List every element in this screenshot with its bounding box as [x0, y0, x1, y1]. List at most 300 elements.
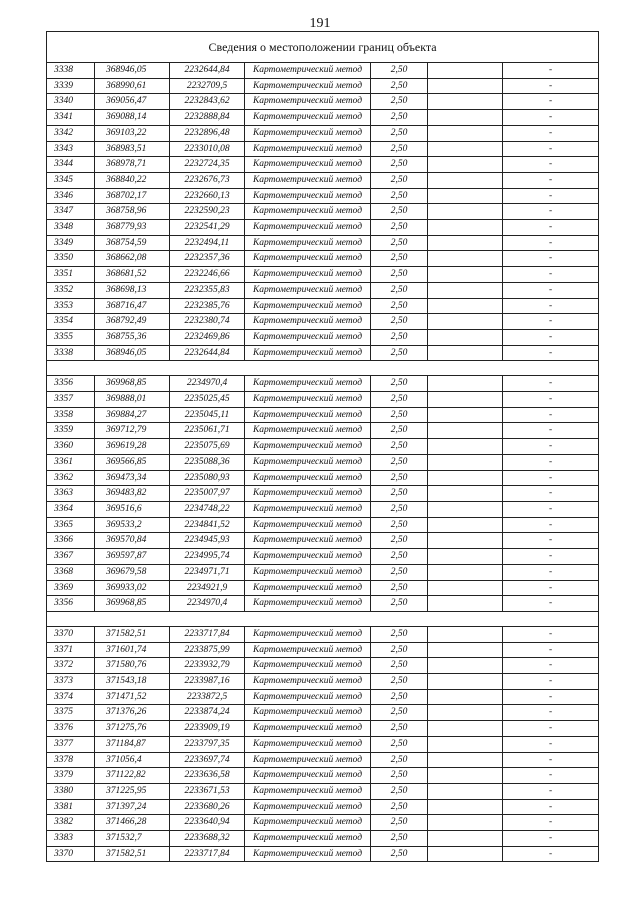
- accuracy-value: 2,50: [371, 63, 428, 79]
- y-coordinate: 2234970,4: [170, 376, 245, 392]
- table-row: [47, 407, 599, 423]
- extra-value: [428, 204, 503, 220]
- method-description: Картометрический метод: [245, 345, 371, 361]
- point-number: 3365: [47, 517, 95, 533]
- extra-value: [428, 251, 503, 267]
- accuracy-value: 2,50: [371, 407, 428, 423]
- accuracy-value: 2,50: [371, 768, 428, 784]
- table-row: [47, 392, 599, 408]
- table-row: [47, 63, 599, 79]
- accuracy-value: 2,50: [371, 110, 428, 126]
- table-row: [47, 235, 599, 251]
- note-value: -: [503, 674, 599, 690]
- note-value: -: [503, 251, 599, 267]
- point-number: 3382: [47, 815, 95, 831]
- y-coordinate: 2233636,58: [170, 768, 245, 784]
- y-coordinate: 2234945,93: [170, 533, 245, 549]
- method-description: Картометрический метод: [245, 549, 371, 565]
- extra-value: [428, 235, 503, 251]
- accuracy-value: 2,50: [371, 549, 428, 565]
- extra-value: [428, 172, 503, 188]
- accuracy-value: 2,50: [371, 752, 428, 768]
- note-value: -: [503, 486, 599, 502]
- method-description: Картометрический метод: [245, 626, 371, 642]
- x-coordinate: 369619,28: [95, 439, 170, 455]
- accuracy-value: 2,50: [371, 392, 428, 408]
- extra-value: [428, 454, 503, 470]
- y-coordinate: 2233010,08: [170, 141, 245, 157]
- point-number: 3359: [47, 423, 95, 439]
- table-row: [47, 314, 599, 330]
- y-coordinate: 2232590,23: [170, 204, 245, 220]
- note-value: -: [503, 220, 599, 236]
- y-coordinate: 2232541,29: [170, 220, 245, 236]
- table-row: [47, 439, 599, 455]
- table-row: [47, 220, 599, 236]
- y-coordinate: 2234748,22: [170, 501, 245, 517]
- y-coordinate: 2232709,5: [170, 78, 245, 94]
- extra-value: [428, 470, 503, 486]
- point-number: 3356: [47, 596, 95, 612]
- group-separator-row: [47, 611, 599, 626]
- x-coordinate: 371056,4: [95, 752, 170, 768]
- extra-value: [428, 407, 503, 423]
- method-description: Картометрический метод: [245, 564, 371, 580]
- y-coordinate: 2235025,45: [170, 392, 245, 408]
- note-value: -: [503, 314, 599, 330]
- y-coordinate: 2233697,74: [170, 752, 245, 768]
- note-value: -: [503, 580, 599, 596]
- x-coordinate: 369566,85: [95, 454, 170, 470]
- y-coordinate: 2233872,5: [170, 689, 245, 705]
- point-number: 3377: [47, 736, 95, 752]
- x-coordinate: 369884,27: [95, 407, 170, 423]
- method-description: Картометрический метод: [245, 705, 371, 721]
- note-value: -: [503, 407, 599, 423]
- y-coordinate: 2232246,66: [170, 267, 245, 283]
- note-value: -: [503, 831, 599, 847]
- method-description: Картометрический метод: [245, 157, 371, 173]
- table-row: [47, 329, 599, 345]
- accuracy-value: 2,50: [371, 486, 428, 502]
- x-coordinate: 369473,34: [95, 470, 170, 486]
- note-value: -: [503, 392, 599, 408]
- extra-value: [428, 94, 503, 110]
- x-coordinate: 368754,59: [95, 235, 170, 251]
- point-number: 3357: [47, 392, 95, 408]
- x-coordinate: 368978,71: [95, 157, 170, 173]
- x-coordinate: 369533,2: [95, 517, 170, 533]
- y-coordinate: 2232843,62: [170, 94, 245, 110]
- method-description: Картометрический метод: [245, 94, 371, 110]
- note-value: -: [503, 626, 599, 642]
- x-coordinate: 369516,6: [95, 501, 170, 517]
- point-number: 3352: [47, 282, 95, 298]
- accuracy-value: 2,50: [371, 674, 428, 690]
- accuracy-value: 2,50: [371, 141, 428, 157]
- extra-value: [428, 298, 503, 314]
- y-coordinate: 2233874,24: [170, 705, 245, 721]
- table-row: [47, 736, 599, 752]
- note-value: -: [503, 63, 599, 79]
- note-value: -: [503, 454, 599, 470]
- point-number: 3362: [47, 470, 95, 486]
- table-row: [47, 298, 599, 314]
- y-coordinate: 2235080,93: [170, 470, 245, 486]
- note-value: -: [503, 376, 599, 392]
- table-row: [47, 204, 599, 220]
- note-value: -: [503, 204, 599, 220]
- point-number: 3376: [47, 721, 95, 737]
- extra-value: [428, 626, 503, 642]
- note-value: -: [503, 125, 599, 141]
- method-description: Картометрический метод: [245, 314, 371, 330]
- method-description: Картометрический метод: [245, 220, 371, 236]
- point-number: 3351: [47, 267, 95, 283]
- x-coordinate: 368946,05: [95, 345, 170, 361]
- y-coordinate: 2233797,35: [170, 736, 245, 752]
- method-description: Картометрический метод: [245, 251, 371, 267]
- y-coordinate: 2232357,36: [170, 251, 245, 267]
- x-coordinate: 371376,26: [95, 705, 170, 721]
- point-number: 3373: [47, 674, 95, 690]
- extra-value: [428, 78, 503, 94]
- point-number: 3353: [47, 298, 95, 314]
- note-value: -: [503, 282, 599, 298]
- extra-value: [428, 815, 503, 831]
- note-value: -: [503, 423, 599, 439]
- x-coordinate: 368662,08: [95, 251, 170, 267]
- point-number: 3355: [47, 329, 95, 345]
- note-value: -: [503, 783, 599, 799]
- extra-value: [428, 705, 503, 721]
- accuracy-value: 2,50: [371, 157, 428, 173]
- table-row: [47, 549, 599, 565]
- y-coordinate: 2233717,84: [170, 846, 245, 862]
- y-coordinate: 2232660,13: [170, 188, 245, 204]
- accuracy-value: 2,50: [371, 689, 428, 705]
- y-coordinate: 2233671,53: [170, 783, 245, 799]
- extra-value: [428, 345, 503, 361]
- table-row: [47, 533, 599, 549]
- table-row: [47, 517, 599, 533]
- extra-value: [428, 674, 503, 690]
- note-value: -: [503, 94, 599, 110]
- extra-value: [428, 188, 503, 204]
- x-coordinate: 368755,36: [95, 329, 170, 345]
- method-description: Картометрический метод: [245, 783, 371, 799]
- note-value: -: [503, 329, 599, 345]
- accuracy-value: 2,50: [371, 705, 428, 721]
- point-number: 3364: [47, 501, 95, 517]
- table-row: [47, 267, 599, 283]
- extra-value: [428, 141, 503, 157]
- x-coordinate: 368698,13: [95, 282, 170, 298]
- note-value: -: [503, 470, 599, 486]
- note-value: -: [503, 721, 599, 737]
- point-number: 3343: [47, 141, 95, 157]
- note-value: -: [503, 768, 599, 784]
- note-value: -: [503, 596, 599, 612]
- method-description: Картометрический метод: [245, 329, 371, 345]
- table-row: [47, 251, 599, 267]
- note-value: -: [503, 705, 599, 721]
- extra-value: [428, 329, 503, 345]
- y-coordinate: 2235061,71: [170, 423, 245, 439]
- method-description: Картометрический метод: [245, 846, 371, 862]
- point-number: 3338: [47, 345, 95, 361]
- table-row: [47, 799, 599, 815]
- boundary-table: [46, 31, 599, 862]
- point-number: 3350: [47, 251, 95, 267]
- accuracy-value: 2,50: [371, 267, 428, 283]
- accuracy-value: 2,50: [371, 533, 428, 549]
- extra-value: [428, 721, 503, 737]
- table-row: [47, 78, 599, 94]
- accuracy-value: 2,50: [371, 376, 428, 392]
- table-row: [47, 689, 599, 705]
- y-coordinate: 2232896,48: [170, 125, 245, 141]
- x-coordinate: 371580,76: [95, 658, 170, 674]
- x-coordinate: 371122,82: [95, 768, 170, 784]
- point-number: 3383: [47, 831, 95, 847]
- accuracy-value: 2,50: [371, 314, 428, 330]
- x-coordinate: 368716,47: [95, 298, 170, 314]
- note-value: -: [503, 799, 599, 815]
- x-coordinate: 369712,79: [95, 423, 170, 439]
- x-coordinate: 371184,87: [95, 736, 170, 752]
- extra-value: [428, 423, 503, 439]
- extra-value: [428, 596, 503, 612]
- accuracy-value: 2,50: [371, 172, 428, 188]
- method-description: Картометрический метод: [245, 501, 371, 517]
- method-description: Картометрический метод: [245, 125, 371, 141]
- method-description: Картометрический метод: [245, 517, 371, 533]
- point-number: 3338: [47, 63, 95, 79]
- x-coordinate: 369597,87: [95, 549, 170, 565]
- table-row: [47, 125, 599, 141]
- table-row: [47, 470, 599, 486]
- table-row: [47, 141, 599, 157]
- table-row: [47, 752, 599, 768]
- point-number: 3345: [47, 172, 95, 188]
- x-coordinate: 371601,74: [95, 642, 170, 658]
- note-value: -: [503, 298, 599, 314]
- point-number: 3363: [47, 486, 95, 502]
- x-coordinate: 369570,84: [95, 533, 170, 549]
- accuracy-value: 2,50: [371, 439, 428, 455]
- y-coordinate: 2233932,79: [170, 658, 245, 674]
- y-coordinate: 2232644,84: [170, 345, 245, 361]
- x-coordinate: 371275,76: [95, 721, 170, 737]
- x-coordinate: 369933,02: [95, 580, 170, 596]
- extra-value: [428, 783, 503, 799]
- note-value: -: [503, 267, 599, 283]
- extra-value: [428, 110, 503, 126]
- accuracy-value: 2,50: [371, 188, 428, 204]
- table-row: [47, 815, 599, 831]
- point-number: 3341: [47, 110, 95, 126]
- table-row: [47, 501, 599, 517]
- method-description: Картометрический метод: [245, 392, 371, 408]
- x-coordinate: 369968,85: [95, 376, 170, 392]
- accuracy-value: 2,50: [371, 329, 428, 345]
- point-number: 3358: [47, 407, 95, 423]
- x-coordinate: 369483,82: [95, 486, 170, 502]
- y-coordinate: 2235075,69: [170, 439, 245, 455]
- x-coordinate: 368779,93: [95, 220, 170, 236]
- point-number: 3366: [47, 533, 95, 549]
- extra-value: [428, 752, 503, 768]
- table-row: [47, 110, 599, 126]
- x-coordinate: 371582,51: [95, 846, 170, 862]
- accuracy-value: 2,50: [371, 423, 428, 439]
- method-description: Картометрический метод: [245, 596, 371, 612]
- method-description: Картометрический метод: [245, 580, 371, 596]
- x-coordinate: 368702,17: [95, 188, 170, 204]
- y-coordinate: 2232724,35: [170, 157, 245, 173]
- table-row: [47, 783, 599, 799]
- point-number: 3368: [47, 564, 95, 580]
- point-number: 3370: [47, 846, 95, 862]
- x-coordinate: 368681,52: [95, 267, 170, 283]
- x-coordinate: 371397,24: [95, 799, 170, 815]
- x-coordinate: 369088,14: [95, 110, 170, 126]
- table-row: [47, 596, 599, 612]
- method-description: Картометрический метод: [245, 454, 371, 470]
- extra-value: [428, 642, 503, 658]
- accuracy-value: 2,50: [371, 736, 428, 752]
- note-value: -: [503, 141, 599, 157]
- note-value: -: [503, 110, 599, 126]
- method-description: Картометрический метод: [245, 486, 371, 502]
- accuracy-value: 2,50: [371, 235, 428, 251]
- x-coordinate: 368990,61: [95, 78, 170, 94]
- note-value: -: [503, 752, 599, 768]
- x-coordinate: 369679,58: [95, 564, 170, 580]
- note-value: -: [503, 846, 599, 862]
- note-value: -: [503, 642, 599, 658]
- method-description: Картометрический метод: [245, 752, 371, 768]
- x-coordinate: 371225,95: [95, 783, 170, 799]
- table-row: [47, 768, 599, 784]
- x-coordinate: 371543,18: [95, 674, 170, 690]
- accuracy-value: 2,50: [371, 501, 428, 517]
- extra-value: [428, 658, 503, 674]
- extra-value: [428, 517, 503, 533]
- table-row: [47, 486, 599, 502]
- y-coordinate: 2232355,83: [170, 282, 245, 298]
- extra-value: [428, 125, 503, 141]
- method-description: Картометрический метод: [245, 689, 371, 705]
- accuracy-value: 2,50: [371, 94, 428, 110]
- table-row: [47, 674, 599, 690]
- point-number: 3371: [47, 642, 95, 658]
- table-row: [47, 831, 599, 847]
- x-coordinate: 369103,22: [95, 125, 170, 141]
- y-coordinate: 2235088,36: [170, 454, 245, 470]
- method-description: Картометрический метод: [245, 204, 371, 220]
- note-value: -: [503, 78, 599, 94]
- method-description: Картометрический метод: [245, 642, 371, 658]
- method-description: Картометрический метод: [245, 799, 371, 815]
- accuracy-value: 2,50: [371, 454, 428, 470]
- note-value: -: [503, 188, 599, 204]
- x-coordinate: 368946,05: [95, 63, 170, 79]
- note-value: -: [503, 689, 599, 705]
- extra-value: [428, 63, 503, 79]
- y-coordinate: 2235045,11: [170, 407, 245, 423]
- table-row: [47, 423, 599, 439]
- accuracy-value: 2,50: [371, 815, 428, 831]
- note-value: -: [503, 564, 599, 580]
- method-description: Картометрический метод: [245, 768, 371, 784]
- x-coordinate: 371532,7: [95, 831, 170, 847]
- note-value: -: [503, 658, 599, 674]
- point-number: 3380: [47, 783, 95, 799]
- table-row: [47, 157, 599, 173]
- extra-value: [428, 689, 503, 705]
- table-row: [47, 580, 599, 596]
- table-row: [47, 345, 599, 361]
- group-separator-cell: [47, 611, 599, 626]
- accuracy-value: 2,50: [371, 517, 428, 533]
- table-row: [47, 642, 599, 658]
- y-coordinate: 2234921,9: [170, 580, 245, 596]
- extra-value: [428, 486, 503, 502]
- y-coordinate: 2232380,74: [170, 314, 245, 330]
- method-description: Картометрический метод: [245, 78, 371, 94]
- point-number: 3360: [47, 439, 95, 455]
- note-value: -: [503, 157, 599, 173]
- point-number: 3342: [47, 125, 95, 141]
- group-separator-cell: [47, 361, 599, 376]
- accuracy-value: 2,50: [371, 220, 428, 236]
- y-coordinate: 2235007,97: [170, 486, 245, 502]
- x-coordinate: 368983,51: [95, 141, 170, 157]
- note-value: -: [503, 549, 599, 565]
- table-row: [47, 564, 599, 580]
- point-number: 3369: [47, 580, 95, 596]
- y-coordinate: 2233875,99: [170, 642, 245, 658]
- extra-value: [428, 799, 503, 815]
- y-coordinate: 2234841,52: [170, 517, 245, 533]
- point-number: 3340: [47, 94, 95, 110]
- group-separator-row: [47, 361, 599, 376]
- method-description: Картометрический метод: [245, 736, 371, 752]
- point-number: 3361: [47, 454, 95, 470]
- point-number: 3381: [47, 799, 95, 815]
- method-description: Картометрический метод: [245, 282, 371, 298]
- extra-value: [428, 533, 503, 549]
- x-coordinate: 368840,22: [95, 172, 170, 188]
- accuracy-value: 2,50: [371, 831, 428, 847]
- accuracy-value: 2,50: [371, 642, 428, 658]
- y-coordinate: 2233688,32: [170, 831, 245, 847]
- accuracy-value: 2,50: [371, 78, 428, 94]
- point-number: 3356: [47, 376, 95, 392]
- method-description: Картометрический метод: [245, 674, 371, 690]
- note-value: -: [503, 345, 599, 361]
- point-number: 3349: [47, 235, 95, 251]
- method-description: Картометрический метод: [245, 831, 371, 847]
- extra-value: [428, 831, 503, 847]
- y-coordinate: 2234970,4: [170, 596, 245, 612]
- accuracy-value: 2,50: [371, 564, 428, 580]
- y-coordinate: 2233909,19: [170, 721, 245, 737]
- point-number: 3379: [47, 768, 95, 784]
- y-coordinate: 2233680,26: [170, 799, 245, 815]
